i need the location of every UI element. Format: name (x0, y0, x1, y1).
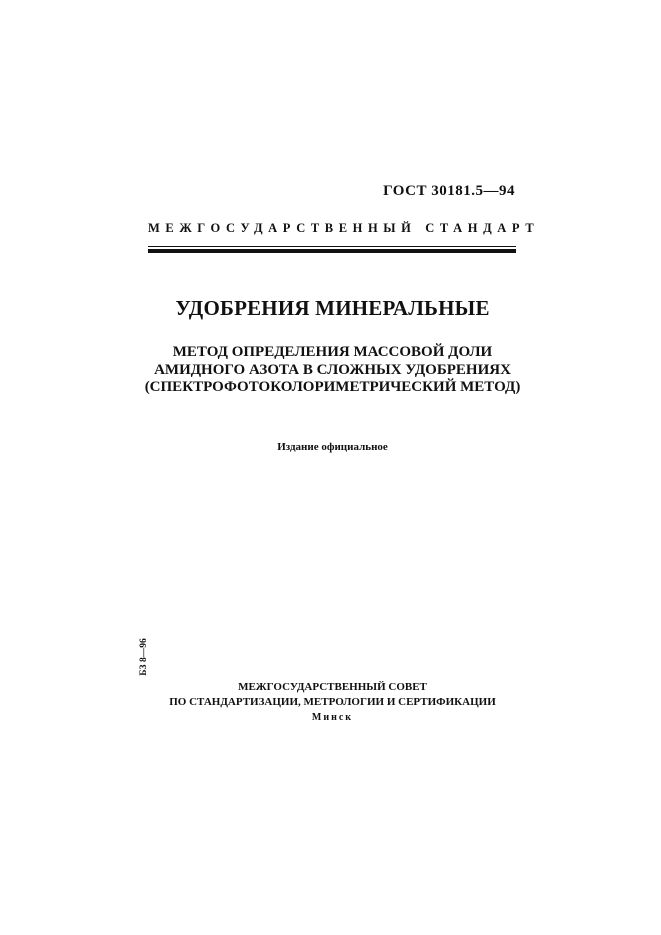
header-rule-thick (148, 249, 516, 253)
subtitle-line: МЕТОД ОПРЕДЕЛЕНИЯ МАССОВОЙ ДОЛИ (172, 344, 493, 360)
edition-label: Издание официальное (277, 441, 388, 453)
side-code: БЗ 8—96 (139, 638, 149, 676)
standard-type: МЕЖГОСУДАРСТВЕННЫЙ СТАНДАРТ (148, 221, 540, 235)
subtitle (80, 344, 585, 397)
publisher-block (160, 680, 505, 725)
publisher-line-1: МЕЖГОСУДАРСТВЕННЫЙ СОВЕТ (238, 681, 427, 693)
publisher-city: Минск (311, 712, 354, 723)
standard-number: ГОСТ 30181.5—94 (383, 183, 515, 199)
subtitle-line: (СПЕКТРОФОТОКОЛОРИМЕТРИЧЕСКИЙ МЕТОД) (144, 379, 521, 395)
main-title: УДОБРЕНИЯ МИНЕРАЛЬНЫЕ (175, 296, 490, 320)
subtitle-line: АМИДНОГО АЗОТА В СЛОЖНЫХ УДОБРЕНИЯХ (154, 361, 511, 378)
header-rule-thin (148, 246, 516, 247)
publisher-line-2: ПО СТАНДАРТИЗАЦИИ, МЕТРОЛОГИИ И СЕРТИФИКАЦИИ (169, 696, 496, 708)
